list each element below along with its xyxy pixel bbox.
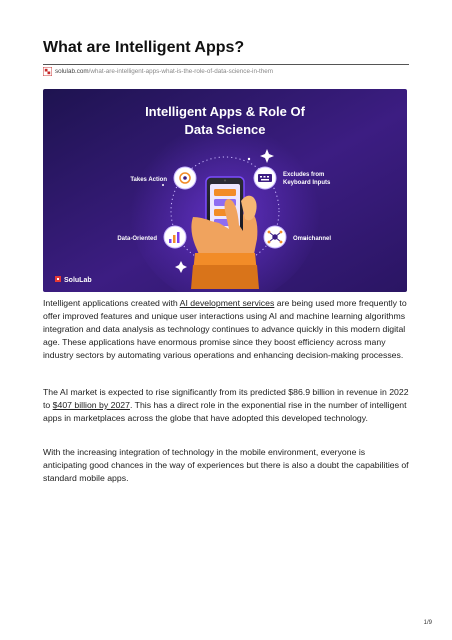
source-link[interactable]	[55, 68, 273, 75]
data-oriented-label: Data-Oriented	[117, 236, 157, 242]
hero-banner	[43, 89, 407, 292]
takes-action-label: Takes Action	[130, 177, 167, 183]
source-line	[43, 67, 273, 76]
hero-heading-line2: Data Science	[184, 122, 266, 137]
excludes-label-line2: Keyboard Inputs	[283, 180, 331, 186]
paragraph-3: With the increasing integration of technology in the mobile environment, everyone is anticipating good chances in the way of experiences but there is also a doubt the capabilities of standard mobile apps.	[43, 447, 409, 484]
page-title: What are Intelligent Apps?	[43, 39, 245, 56]
keyboard-icon	[258, 174, 272, 182]
solulab-favicon-icon	[43, 67, 52, 76]
source-domain: solulab.com	[55, 68, 89, 75]
paragraph-1: Intelligent applications created with AI development services are being used more frequently to offer improved features and unique user interactions using AI and machine learning algorithms integration and data analysis as technology continues to advance quickly in this modern digital age. These applications have enormous promise since they boost efficiency across many industry sectors by automating various operations and enhancing decision-making processes.	[43, 298, 407, 361]
title-divider	[43, 64, 409, 65]
omnichannel-label: Omnichannel	[293, 236, 332, 242]
hero-heading-line1: Intelligent Apps & Role Of	[145, 104, 305, 119]
ai-development-services-link[interactable]: AI development services	[179, 298, 275, 308]
logo-text: SoluLab	[64, 277, 92, 284]
source-path: /what-are-intelligent-apps-what-is-the-role-of-data-science-in-them	[88, 68, 274, 75]
market-forecast-link[interactable]: $407 billion by 2027	[52, 400, 130, 411]
excludes-label-line1: Excludes from	[283, 172, 325, 178]
paragraph-2: The AI market is expected to rise significantly from its predicted $86.9 billion in revenue in 2022 to $407 billion by 2027. This has a direct role in the exponential rise in the number of intelligent apps in marketplaces across the globe that have adopted this developed technology.	[43, 387, 409, 424]
page-number: 1/9	[423, 620, 432, 626]
